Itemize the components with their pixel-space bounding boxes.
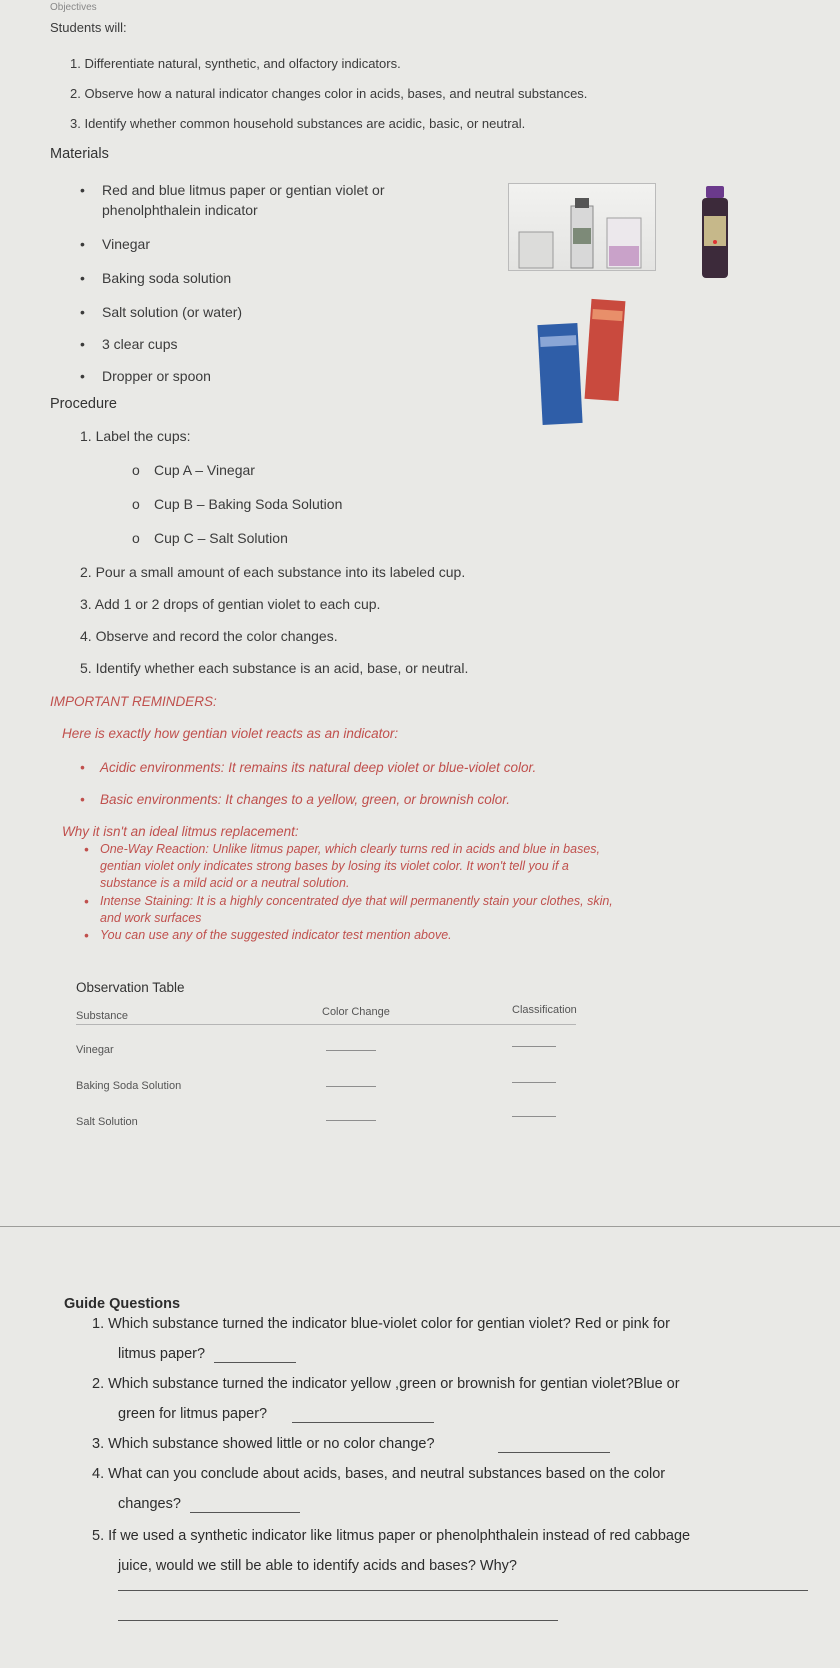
reminder-basic: Basic environments: It changes to a yellow, green, or brownish color. — [100, 792, 510, 807]
why-one-way-2: gentian violet only indicates strong bases by losing its violet color. It won't tell you if a — [100, 859, 569, 873]
cup-c: Cup C – Salt Solution — [154, 530, 288, 546]
question-5b: juice, would we still be able to identify acids and bases? Why? — [118, 1558, 517, 1574]
material-1b: phenolphthalein indicator — [102, 202, 258, 218]
procedure-title: Procedure — [50, 396, 117, 412]
why-one-way-3: substance is a mild acid or a neutral solution. — [100, 876, 350, 890]
table-header-substance: Substance — [76, 1010, 128, 1022]
question-4b: changes? — [118, 1496, 181, 1512]
question-1a: 1. Which substance turned the indicator blue-violet color for gentian violet? Red or pink for — [92, 1316, 670, 1332]
question-5a: 5. If we used a synthetic indicator like litmus paper or phenolphthalein instead of red cabbage — [92, 1528, 691, 1544]
cup-a: Cup A – Vinegar — [154, 462, 255, 478]
reminders-intro: Here is exactly how gentian violet reacts as an indicator: — [62, 726, 399, 741]
question-1b: litmus paper? — [118, 1346, 206, 1362]
material-bullet: • — [80, 368, 85, 384]
material-bullet: • — [80, 236, 85, 252]
material-bullet: • — [80, 270, 85, 286]
procedure-step-3: 3. Add 1 or 2 drops of gentian violet to each cup. — [80, 596, 381, 612]
baking-soda-class-blank[interactable] — [512, 1082, 556, 1083]
why-bullet: • — [84, 928, 89, 943]
material-bullet: • — [80, 182, 85, 198]
procedure-step-4: 4. Observe and record the color changes. — [80, 628, 338, 644]
question-4-answer-blank[interactable] — [190, 1512, 300, 1513]
material-4: Salt solution (or water) — [102, 304, 243, 320]
table-row-baking-soda: Baking Soda Solution — [76, 1080, 182, 1092]
observation-title: Observation Table — [76, 980, 185, 995]
cup-b: Cup B – Baking Soda Solution — [154, 496, 343, 512]
question-2-answer-blank[interactable] — [292, 1422, 434, 1423]
table-row-vinegar: Vinegar — [76, 1044, 114, 1056]
cup-bullet: o — [132, 462, 140, 478]
material-bullet: • — [80, 336, 85, 352]
procedure-step-2: 2. Pour a small amount of each substance into its labeled cup. — [80, 564, 466, 580]
reminder-acidic: Acidic environments: It remains its natural deep violet or blue-violet color. — [100, 760, 537, 775]
material-5: 3 clear cups — [102, 336, 178, 352]
vinegar-color-blank[interactable] — [326, 1050, 376, 1051]
material-bullet: • — [80, 304, 85, 320]
objectives-header: Objectives — [50, 2, 97, 13]
objective-1: 1. Differentiate natural, synthetic, and olfactory indicators. — [70, 56, 401, 71]
question-3: 3. Which substance showed little or no color change? — [92, 1436, 435, 1452]
vinegar-class-blank[interactable] — [512, 1046, 556, 1047]
reminder-bullet: • — [80, 760, 85, 775]
table-header-classification: Classification — [512, 1004, 577, 1016]
question-1-answer-blank[interactable] — [214, 1362, 296, 1363]
page-break — [0, 1226, 840, 1227]
why-bullet: • — [84, 842, 89, 857]
question-2a: 2. Which substance turned the indicator yellow ,green or brownish for gentian violet?Blue or — [92, 1376, 680, 1392]
reminders-title: IMPORTANT REMINDERS: — [50, 694, 217, 709]
reminder-bullet: • — [80, 792, 85, 807]
why-staining-2: and work surfaces — [100, 911, 202, 925]
why-title: Why it isn't an ideal litmus replacement: — [62, 824, 299, 839]
procedure-step-1: 1. Label the cups: — [80, 428, 191, 444]
objective-3: 3. Identify whether common household substances are acidic, basic, or neutral. — [70, 116, 526, 131]
salt-color-blank[interactable] — [326, 1120, 376, 1121]
gentian-violet-bottle — [696, 182, 734, 282]
objective-2: 2. Observe how a natural indicator changes color in acids, bases, and neutral substances. — [70, 86, 588, 101]
intro-text: Students will: — [50, 20, 127, 35]
salt-class-blank[interactable] — [512, 1116, 556, 1117]
materials-title: Materials — [50, 146, 109, 162]
baking-soda-color-blank[interactable] — [326, 1086, 376, 1087]
guide-title: Guide Questions — [64, 1296, 181, 1312]
material-2: Vinegar — [102, 236, 151, 252]
question-4a: 4. What can you conclude about acids, bases, and neutral substances based on the color — [92, 1466, 666, 1482]
litmus-paper-packs — [536, 296, 626, 426]
question-5-answer-line-2[interactable] — [118, 1620, 558, 1621]
why-bullet: • — [84, 894, 89, 909]
question-5-answer-line-1[interactable] — [118, 1590, 808, 1591]
table-header-color-change: Color Change — [322, 1006, 390, 1018]
material-6: Dropper or spoon — [102, 368, 211, 384]
question-2b: green for litmus paper? — [118, 1406, 268, 1422]
why-any-test: You can use any of the suggested indicator test mention above. — [100, 928, 452, 942]
table-row-salt: Salt Solution — [76, 1116, 138, 1128]
cup-bullet: o — [132, 496, 140, 512]
question-3-answer-blank[interactable] — [498, 1452, 610, 1453]
material-1: Red and blue litmus paper or gentian violet or — [102, 182, 385, 198]
why-one-way-1: One-Way Reaction: Unlike litmus paper, which clearly turns red in acids and blue in bases, — [100, 842, 601, 856]
cups-photo — [508, 183, 656, 271]
why-staining-1: Intense Staining: It is a highly concentrated dye that will permanently stain your clothes, skin, — [100, 894, 613, 908]
cup-bullet: o — [132, 530, 140, 546]
procedure-step-5: 5. Identify whether each substance is an acid, base, or neutral. — [80, 660, 469, 676]
material-3: Baking soda solution — [102, 270, 232, 286]
table-header-rule — [76, 1024, 576, 1025]
